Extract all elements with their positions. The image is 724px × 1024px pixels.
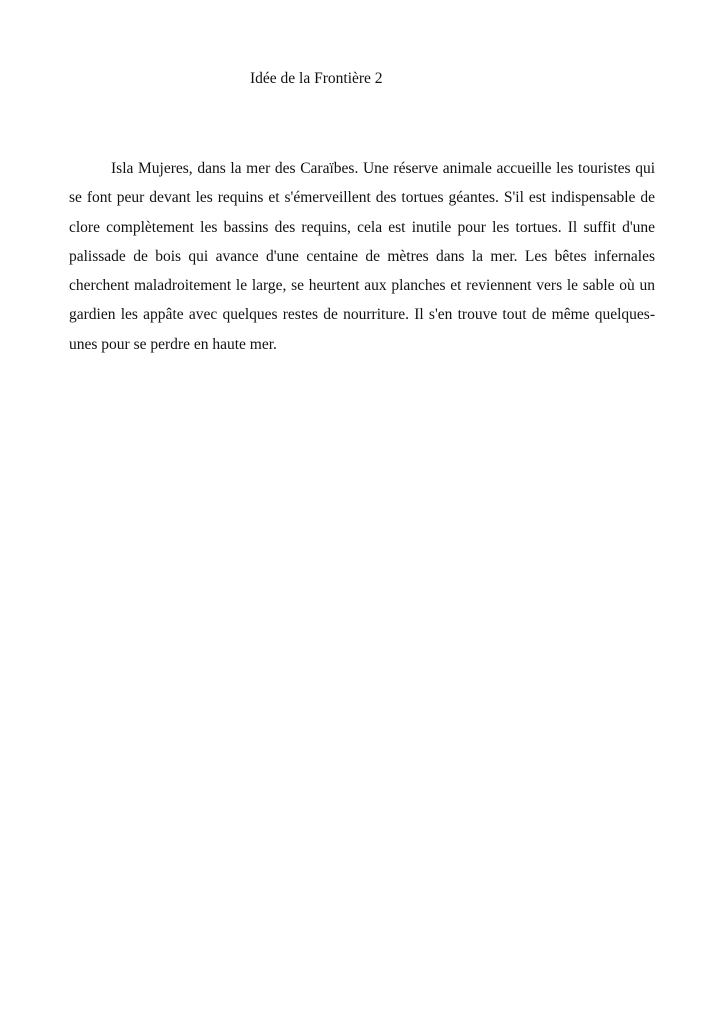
document-title: Idée de la Frontière 2 (250, 70, 383, 87)
body-paragraph: Isla Mujeres, dans la mer des Caraïbes. Une réserve animale accueille les touristes qui se font peur devant les requins et s'émerveillent des tortues géantes. S'il est indispensable de clore complètement les bassins des requins, cela est inutile pour les tortues. Il suffit d'une palissade de bois qui avance d'une centaine de mètres dans la mer. Les bêtes infernales cherchent maladroitement le large, se heurtent aux planches et reviennent vers le sable où un gardien les appâte avec quelques restes de nourriture. Il s'en trouve tout de même quelques-unes pour se perdre en haute mer. (69, 160, 655, 353)
